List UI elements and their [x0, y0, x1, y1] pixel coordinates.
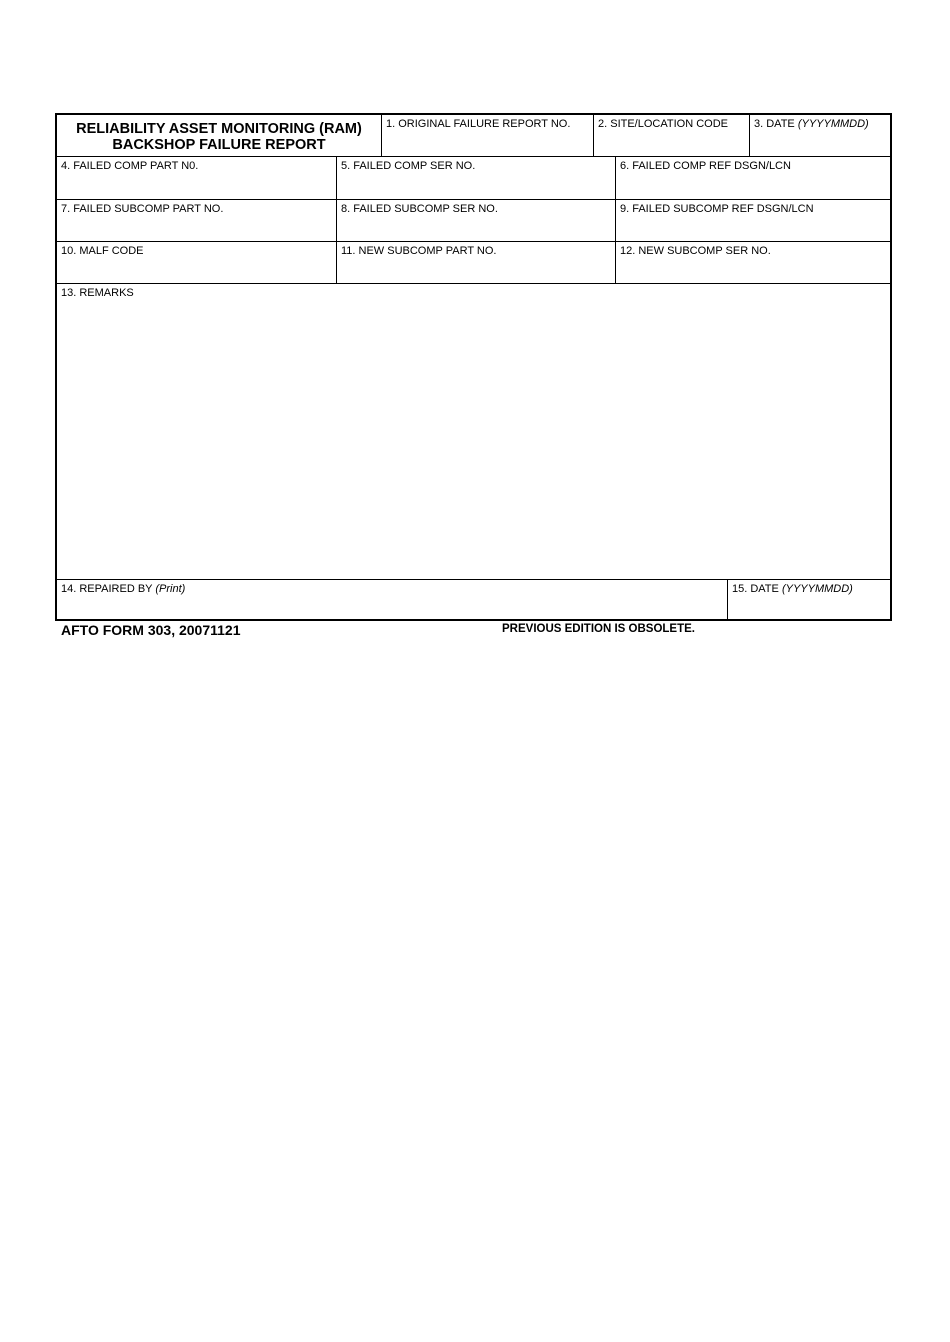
field-7-label: 7. FAILED SUBCOMP PART NO.	[61, 203, 224, 215]
field-remarks	[57, 283, 892, 579]
field-original-failure-report-no	[381, 115, 593, 156]
field-8-label: 8. FAILED SUBCOMP SER NO.	[341, 203, 498, 215]
repaired-by-input[interactable]	[61, 602, 723, 618]
field-5-label: 5. FAILED COMP SER NO.	[341, 160, 476, 172]
field-new-subcomp-ser-no	[615, 241, 892, 283]
site-location-code-input[interactable]	[598, 137, 745, 153]
malf-code-input[interactable]	[61, 264, 332, 280]
edition-note: PREVIOUS EDITION IS OBSOLETE.	[502, 623, 695, 635]
failed-comp-ser-no-input[interactable]	[341, 180, 611, 196]
failed-subcomp-ref-dsgn-lcn-input[interactable]	[620, 222, 888, 238]
field-1-label: 1. ORIGINAL FAILURE REPORT NO.	[386, 118, 571, 130]
field-repaired-by	[57, 579, 727, 621]
field-4-label: 4. FAILED COMP PART N0.	[61, 160, 199, 172]
form-title	[57, 115, 381, 156]
field-3-hint: (YYYYMMDD)	[797, 118, 869, 130]
field-15-label	[732, 583, 888, 596]
failed-subcomp-part-no-input[interactable]	[61, 222, 332, 238]
failed-comp-part-no-input[interactable]	[61, 180, 332, 196]
field-2-label: 2. SITE/LOCATION CODE	[598, 118, 728, 130]
date-input[interactable]	[754, 137, 888, 153]
field-14-label	[61, 583, 723, 596]
remarks-textarea[interactable]	[61, 304, 888, 575]
failed-subcomp-ser-no-input[interactable]	[341, 222, 611, 238]
field-failed-comp-ser-no	[336, 156, 615, 199]
new-subcomp-part-no-input[interactable]	[341, 264, 611, 280]
repair-date-input[interactable]	[732, 602, 888, 618]
field-15-label-text: 15. DATE	[732, 583, 782, 595]
field-3-label	[754, 118, 888, 131]
field-failed-comp-part-no	[57, 156, 336, 199]
field-11-label: 11. NEW SUBCOMP PART NO.	[341, 245, 497, 257]
field-9-label: 9. FAILED SUBCOMP REF DSGN/LCN	[620, 203, 814, 215]
field-malf-code	[57, 241, 336, 283]
original-failure-report-no-input[interactable]	[386, 137, 589, 153]
field-10-label: 10. MALF CODE	[61, 245, 144, 257]
failed-comp-ref-dsgn-lcn-input[interactable]	[620, 180, 888, 196]
field-3-label-text: 3. DATE	[754, 118, 798, 130]
form-id: AFTO FORM 303, 20071121	[61, 622, 241, 638]
form-title-line-1: RELIABILITY ASSET MONITORING (RAM)	[76, 121, 362, 137]
new-subcomp-ser-no-input[interactable]	[620, 264, 888, 280]
field-13-label: 13. REMARKS	[61, 287, 134, 299]
field-failed-subcomp-part-no	[57, 199, 336, 241]
field-6-label: 6. FAILED COMP REF DSGN/LCN	[620, 160, 791, 172]
field-14-label-text: 14. REPAIRED BY	[61, 583, 156, 595]
field-12-label: 12. NEW SUBCOMP SER NO.	[620, 245, 771, 257]
field-new-subcomp-part-no	[336, 241, 615, 283]
field-failed-comp-ref-dsgn-lcn	[615, 156, 892, 199]
field-site-location-code	[593, 115, 749, 156]
backshop-failure-report-form	[55, 113, 892, 621]
field-failed-subcomp-ref-dsgn-lcn	[615, 199, 892, 241]
field-14-hint: (Print)	[155, 583, 186, 595]
form-title-line-2: BACKSHOP FAILURE REPORT	[112, 137, 326, 153]
field-repair-date	[727, 579, 892, 621]
field-15-hint: (YYYYMMDD)	[781, 583, 853, 595]
field-failed-subcomp-ser-no	[336, 199, 615, 241]
field-date	[749, 115, 892, 156]
